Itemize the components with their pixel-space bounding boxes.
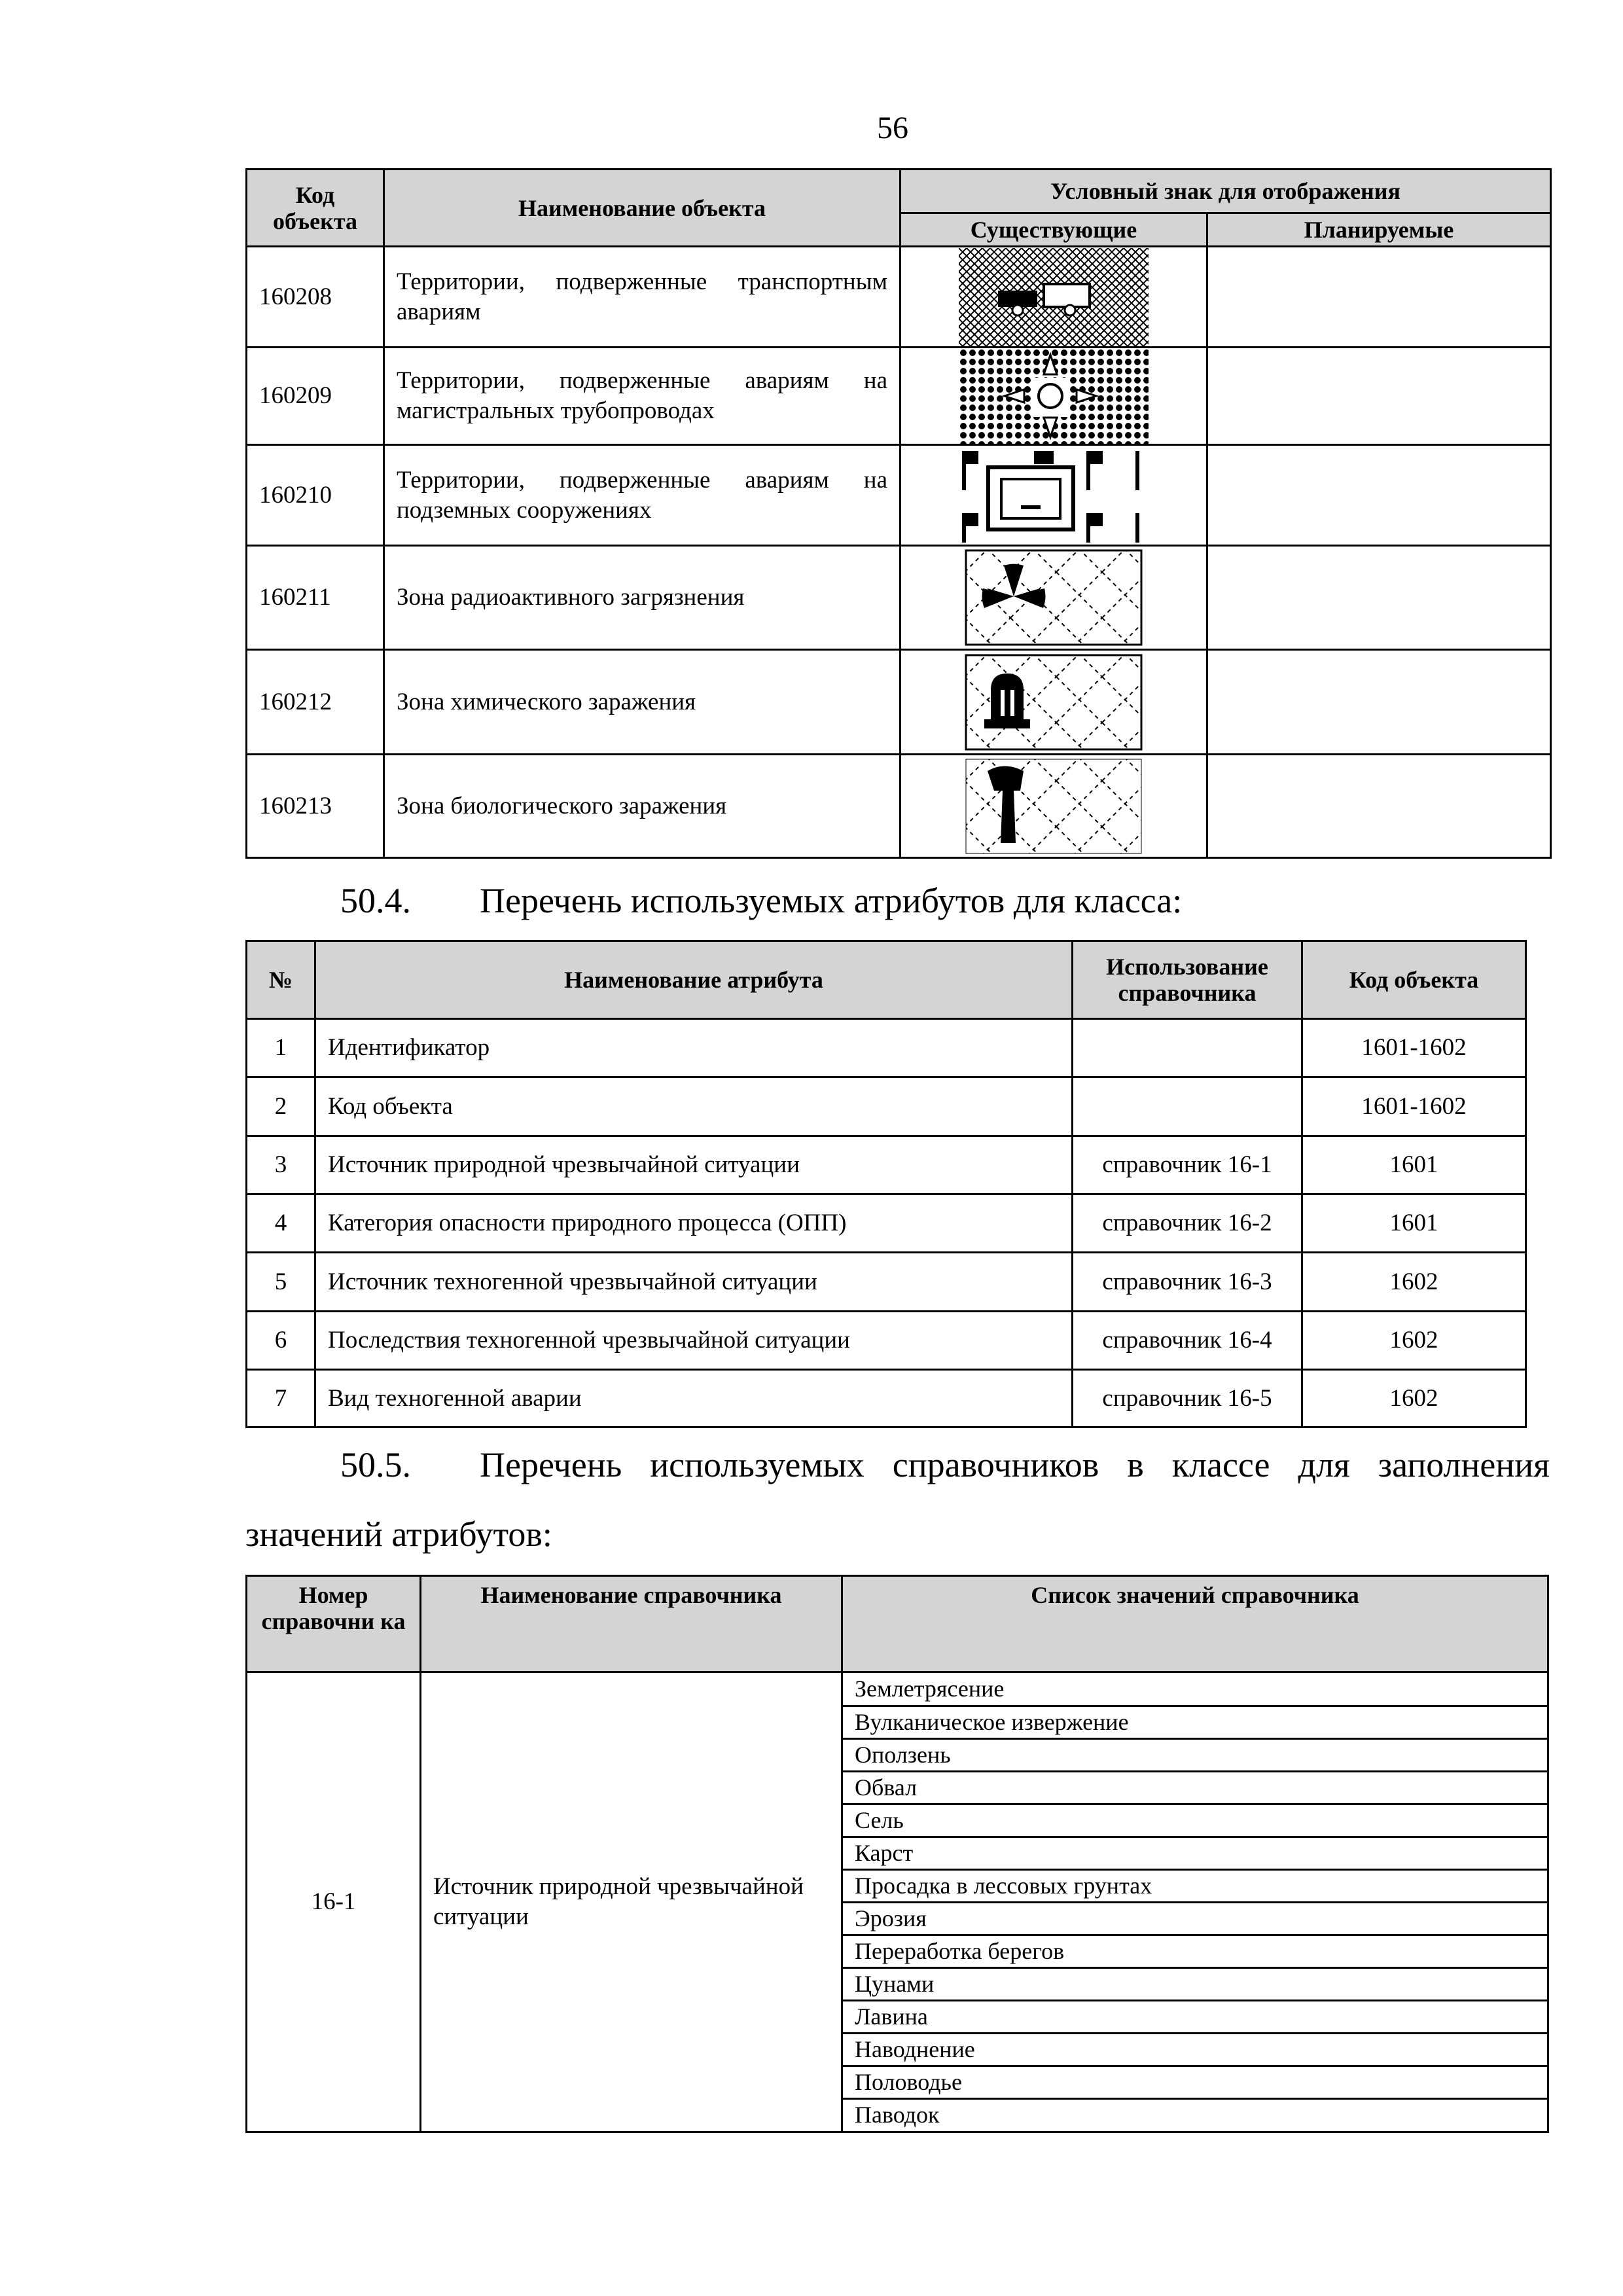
value-row bbox=[843, 1738, 1547, 1771]
header-reference-name: Наименование справочника bbox=[421, 1576, 842, 1672]
header-object-code: Код объекта bbox=[1302, 941, 1526, 1019]
existing-symbol-cell bbox=[901, 445, 1207, 546]
object-name: Территории, подверженные авариям на подземных сооружениях bbox=[384, 445, 901, 546]
value-row bbox=[843, 2000, 1547, 2033]
planned-symbol-cell bbox=[1207, 650, 1551, 755]
object-name: Территории, подверженные авариям на магистральных трубопроводах bbox=[384, 348, 901, 445]
transport-accident-symbol-icon bbox=[959, 248, 1149, 346]
existing-symbol-cell bbox=[901, 348, 1207, 445]
table-row bbox=[247, 1672, 1548, 2132]
reference: справочник 16-1 bbox=[1073, 1136, 1302, 1194]
section-number-50-5: 50.5. bbox=[340, 1445, 411, 1484]
object-code: 1601-1602 bbox=[1302, 1019, 1526, 1077]
reference-value: Паводок bbox=[843, 2098, 1547, 2131]
reference: справочник 16-2 bbox=[1073, 1194, 1302, 1253]
attribute-name: Источник природной чрезвычайной ситуации bbox=[315, 1136, 1073, 1194]
reference-value: Карст bbox=[843, 1837, 1547, 1869]
chemical-zone-symbol-icon bbox=[965, 654, 1143, 751]
header-sign: Условный знак для отображения bbox=[901, 170, 1551, 213]
existing-symbol-cell bbox=[901, 247, 1207, 348]
symbols-table bbox=[245, 168, 1552, 859]
object-code: 1602 bbox=[1302, 1370, 1526, 1427]
reference-number: 16-1 bbox=[247, 1672, 421, 2132]
reference-value: Цунами bbox=[843, 1967, 1547, 2000]
reference-value: Переработка берегов bbox=[843, 1935, 1547, 1967]
header-reference-values: Список значений справочника bbox=[842, 1576, 1548, 1672]
values-list bbox=[843, 1673, 1547, 2131]
value-row bbox=[843, 2066, 1547, 2098]
row-num: 3 bbox=[247, 1136, 315, 1194]
table-row bbox=[247, 1019, 1526, 1077]
row-num: 2 bbox=[247, 1077, 315, 1136]
reference-name: Источник природной чрезвычайной ситуации bbox=[421, 1672, 842, 2132]
table-row bbox=[247, 247, 1551, 348]
section-title-50-5: Перечень используемых справочников в классе для заполнения bbox=[480, 1445, 1550, 1484]
object-code: 1602 bbox=[1302, 1312, 1526, 1370]
reference bbox=[1073, 1019, 1302, 1077]
biological-zone-symbol-icon bbox=[965, 758, 1143, 855]
planned-symbol-cell bbox=[1207, 247, 1551, 348]
value-row bbox=[843, 1869, 1547, 1902]
attribute-name: Код объекта bbox=[315, 1077, 1073, 1136]
header-reference-number: Номер справочни ка bbox=[247, 1576, 421, 1672]
reference: справочник 16-5 bbox=[1073, 1370, 1302, 1427]
value-row bbox=[843, 1771, 1547, 1804]
table-row bbox=[247, 650, 1551, 755]
values-cell bbox=[842, 1672, 1548, 2132]
value-row bbox=[843, 1837, 1547, 1869]
object-code: 160210 bbox=[247, 445, 384, 546]
existing-symbol-cell bbox=[901, 546, 1207, 650]
section-title-50-4: Перечень используемых атрибутов для класса: bbox=[480, 881, 1183, 920]
row-num: 7 bbox=[247, 1370, 315, 1427]
row-num: 5 bbox=[247, 1253, 315, 1312]
section-number-50-4: 50.4. bbox=[340, 881, 411, 920]
object-code: 1601 bbox=[1302, 1136, 1526, 1194]
value-row bbox=[843, 1706, 1547, 1738]
reference-value: Землетрясение bbox=[843, 1673, 1547, 1706]
attribute-name: Последствия техногенной чрезвычайной ситуации bbox=[315, 1312, 1073, 1370]
object-name: Территории, подверженные транспортным авариям bbox=[384, 247, 901, 348]
object-code: 160213 bbox=[247, 755, 384, 858]
object-code: 1601-1602 bbox=[1302, 1077, 1526, 1136]
header-planned: Планируемые bbox=[1207, 213, 1551, 247]
page-number: 56 bbox=[877, 111, 908, 145]
underground-accident-symbol-icon bbox=[959, 448, 1149, 543]
attribute-name: Категория опасности природного процесса (ОПП) bbox=[315, 1194, 1073, 1253]
object-code: 160211 bbox=[247, 546, 384, 650]
header-attribute-name: Наименование атрибута bbox=[315, 941, 1073, 1019]
reference-value: Половодье bbox=[843, 2066, 1547, 2098]
header-code: Код объекта bbox=[247, 170, 384, 247]
attribute-name: Вид техногенной аварии bbox=[315, 1370, 1073, 1427]
planned-symbol-cell bbox=[1207, 445, 1551, 546]
radiation-zone-symbol-icon bbox=[965, 549, 1143, 646]
reference bbox=[1073, 1077, 1302, 1136]
table-row bbox=[247, 1194, 1526, 1253]
header-existing: Существующие bbox=[901, 213, 1207, 247]
table-row bbox=[247, 1136, 1526, 1194]
object-code: 1602 bbox=[1302, 1253, 1526, 1312]
object-code: 160212 bbox=[247, 650, 384, 755]
reference-value: Лавина bbox=[843, 2000, 1547, 2033]
object-name: Зона радиоактивного загрязнения bbox=[384, 546, 901, 650]
planned-symbol-cell bbox=[1207, 546, 1551, 650]
row-num: 4 bbox=[247, 1194, 315, 1253]
value-row bbox=[843, 1902, 1547, 1935]
reference-value: Вулканическое извержение bbox=[843, 1706, 1547, 1738]
row-num: 1 bbox=[247, 1019, 315, 1077]
value-row bbox=[843, 1804, 1547, 1837]
reference: справочник 16-4 bbox=[1073, 1312, 1302, 1370]
existing-symbol-cell bbox=[901, 755, 1207, 858]
table-row bbox=[247, 755, 1551, 858]
table-row bbox=[247, 445, 1551, 546]
reference-value: Обвал bbox=[843, 1771, 1547, 1804]
header-num: № bbox=[247, 941, 315, 1019]
table-row bbox=[247, 1370, 1526, 1427]
reference-value: Сель bbox=[843, 1804, 1547, 1837]
planned-symbol-cell bbox=[1207, 755, 1551, 858]
value-row bbox=[843, 2098, 1547, 2131]
section-title-50-5-continued: значений атрибутов: bbox=[245, 1515, 552, 1554]
pipeline-accident-symbol-icon bbox=[959, 348, 1149, 444]
object-code: 160208 bbox=[247, 247, 384, 348]
reference: справочник 16-3 bbox=[1073, 1253, 1302, 1312]
value-row bbox=[843, 1967, 1547, 2000]
table-row bbox=[247, 1077, 1526, 1136]
header-name: Наименование объекта bbox=[384, 170, 901, 247]
value-row bbox=[843, 1935, 1547, 1967]
row-num: 6 bbox=[247, 1312, 315, 1370]
value-row bbox=[843, 1673, 1547, 1706]
attribute-name: Источник техногенной чрезвычайной ситуации bbox=[315, 1253, 1073, 1312]
planned-symbol-cell bbox=[1207, 348, 1551, 445]
value-row bbox=[843, 2033, 1547, 2066]
table-row bbox=[247, 1312, 1526, 1370]
table-row bbox=[247, 1253, 1526, 1312]
header-reference-usage: Использование справочника bbox=[1073, 941, 1302, 1019]
table-row bbox=[247, 546, 1551, 650]
references-table bbox=[245, 1575, 1549, 2133]
attributes-table bbox=[245, 940, 1527, 1428]
object-code: 160209 bbox=[247, 348, 384, 445]
reference-value: Наводнение bbox=[843, 2033, 1547, 2066]
reference-value: Эрозия bbox=[843, 1902, 1547, 1935]
attribute-name: Идентификатор bbox=[315, 1019, 1073, 1077]
object-code: 1601 bbox=[1302, 1194, 1526, 1253]
object-name: Зона биологического заражения bbox=[384, 755, 901, 858]
object-name: Зона химического заражения bbox=[384, 650, 901, 755]
table-row bbox=[247, 348, 1551, 445]
reference-value: Оползень bbox=[843, 1738, 1547, 1771]
existing-symbol-cell bbox=[901, 650, 1207, 755]
reference-value: Просадка в лессовых грунтах bbox=[843, 1869, 1547, 1902]
